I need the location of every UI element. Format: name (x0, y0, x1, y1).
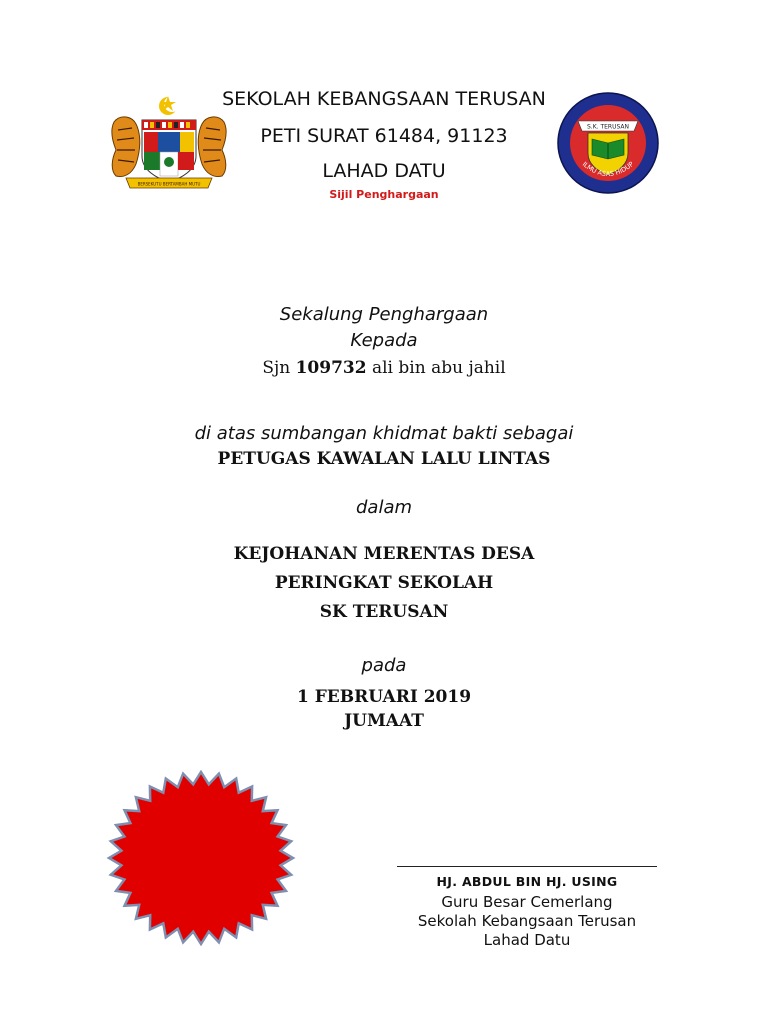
signatory-title: Guru Besar Cemerlang (441, 893, 613, 911)
event-line-1: KEJOHANAN MERENTAS DESA (233, 544, 535, 564)
address-line: PETI SURAT 61484, 91123 (260, 125, 508, 147)
recipient-line (0, 358, 768, 378)
event-day: JUMAAT (344, 711, 424, 731)
intro-line-1: Sekalung Penghargaan (279, 304, 489, 325)
event-line-3: SK TERUSAN (319, 602, 449, 622)
recipient-rank: Sjn (262, 358, 291, 378)
svg-text:ILMU ASAS HIDUP: ILMU ASAS HIDUP (580, 160, 636, 179)
svg-text:S.K. TERUSAN: S.K. TERUSAN (587, 123, 629, 131)
red-seal-icon (106, 770, 296, 946)
city-line: LAHAD DATU (322, 160, 446, 182)
recipient-name: ali bin abu jahil (371, 358, 506, 378)
certificate-type: Sijil Penghargaan (329, 188, 439, 201)
connector-dalam: dalam (355, 497, 413, 518)
svg-text:BERSEKUTU BERTAMBAH MUTU: BERSEKUTU BERTAMBAH MUTU (137, 181, 201, 187)
signatory-city: Lahad Datu (483, 931, 571, 949)
signature-line (397, 866, 657, 867)
event-date: 1 FEBRUARI 2019 (296, 687, 472, 707)
recipient-number: 109732 (295, 358, 367, 378)
contribution-line: di atas sumbangan khidmat bakti sebagai (194, 423, 574, 444)
signatory-name: HJ. ABDUL BIN HJ. USING (436, 874, 618, 889)
role-title: PETUGAS KAWALAN LALU LINTAS (217, 449, 551, 469)
signatory-school: Sekolah Kebangsaan Terusan (417, 912, 637, 930)
intro-line-2: Kepada (350, 330, 418, 351)
school-name: SEKOLAH KEBANGSAAN TERUSAN (222, 88, 546, 110)
connector-pada: pada (361, 655, 407, 676)
event-line-2: PERINGKAT SEKOLAH (274, 573, 494, 593)
